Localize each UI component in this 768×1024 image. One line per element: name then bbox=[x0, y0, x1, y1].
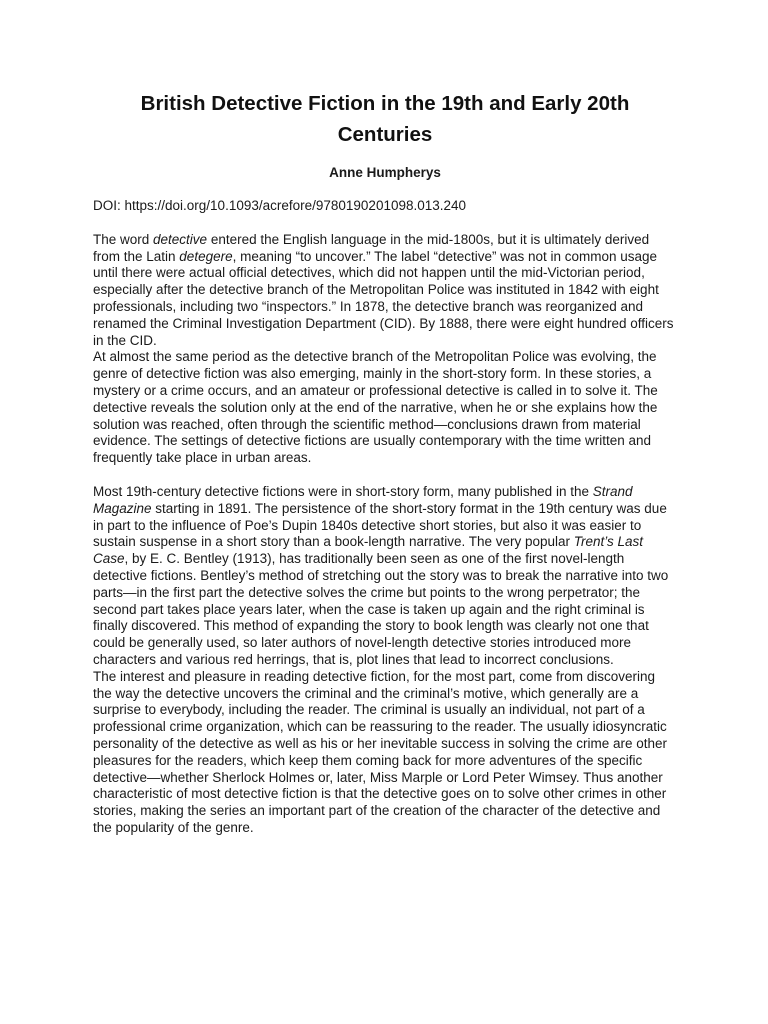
italic-text-run: Strand Magazine bbox=[93, 483, 633, 516]
doi-line: DOI: https://doi.org/10.1093/acrefore/9780190201098.013.240 bbox=[93, 198, 467, 213]
text-run: At almost the same period as the detective branch of the Metropolitan Police was evolving, the genre of detective fiction was also emerging, mainly in the short-story form. In these stories, a mystery or a crime occurs, and an amateur or professional detective is called in to solve it. The detective reveals the solution only at the end of the narrative, when he or she explains how the solution was reached, often through the scientific method—conclusions drawn from material evidence. The settings of detective fictions are usually contemporary with the time written and frequently take place in urban areas. bbox=[93, 349, 658, 466]
italic-text-run: detective bbox=[153, 231, 208, 247]
body-paragraph-4 bbox=[93, 669, 677, 837]
text-run: , meaning “to uncover.” The label “detective” was not in common usage until there were actual official detectives, which did not happen until the mid-Victorian period, especially after the detective branch of the Metropolitan Police was instituted in 1842 with eight professionals, including two “inspectors.” In 1878, the detective branch was reorganized and renamed the Criminal Investigation Department (CID). By 1888, there were eight hundred officers in the CID. bbox=[93, 248, 674, 348]
document-page bbox=[93, 88, 677, 837]
italic-text-run: Trent’s Last Case bbox=[93, 534, 644, 567]
article-body bbox=[93, 232, 677, 837]
text-run: entered the English language in the mid-1800s, but it is ultimately derived from the Latin bbox=[93, 231, 650, 264]
body-paragraph-2 bbox=[93, 349, 677, 467]
text-run: The interest and pleasure in reading detective fiction, for the most part, come from discovering the way the detective uncovers the criminal and the criminal’s motive, which generally are a surprise to everybody, including the reader. The criminal is usually an individual, not part of a professional crime organization, which can be reassuring to the reader. The usually idiosyncratic personality of the detective as well as his or her inevitable success in solving the crime are other pleasures for the readers, which keep them coming back for more adventures of the specific detective—whether Sherlock Holmes or, later, Miss Marple or Lord Peter Wimsey. Thus another characteristic of most detective fiction is that the detective goes on to solve other crimes in other stories, making the series an important part of the creation of the character of the detective and the popularity of the genre. bbox=[93, 668, 668, 835]
body-paragraph-3 bbox=[93, 484, 677, 669]
text-run: , by E. C. Bentley (1913), has traditionally been seen as one of the first novel-length detective fictions. Bentley’s method of stretching out the story was to break the narrative into two parts—in the first part the detective solves the crime but points to the wrong perpetrator; the second part takes place years later, when the case is taken up again and the right criminal is finally discovered. This method of expanding the story to book length was clearly not one that could be generally used, so later authors of novel-length detective stories introduced more characters and various red herrings, that is, plot lines that lead to incorrect conclusions. bbox=[93, 551, 669, 667]
document-title: British Detective Fiction in the 19th and Early 20th Centuries bbox=[140, 92, 630, 146]
author-name: Anne Humpherys bbox=[329, 165, 441, 180]
text-run: starting in 1891. The persistence of the short-story format in the 19th century was due in part to the influence of Poe’s Dupin 1840s detective short stories, but also it was easier to sustain suspense in a short story than a book-length narrative. The very popular bbox=[93, 500, 667, 550]
italic-text-run: detegere bbox=[179, 248, 233, 264]
text-run: Most 19th-century detective fictions were in short-story form, many published in the bbox=[93, 483, 593, 499]
body-paragraph-1 bbox=[93, 232, 677, 350]
text-run: The word bbox=[93, 231, 154, 247]
